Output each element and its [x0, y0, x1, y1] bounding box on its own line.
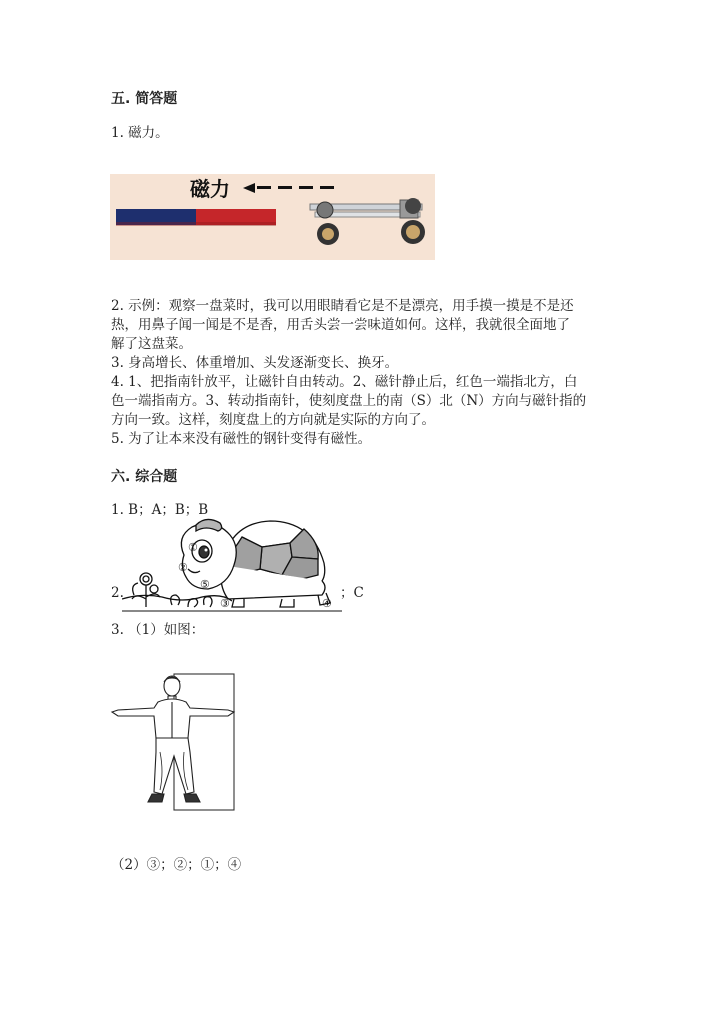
answer-5-2-line-2: 热，用鼻子闻一闻是不是香，用舌头尝一尝味道如何。这样，我就很全面地了: [111, 317, 570, 333]
bar-magnet-icon: [116, 209, 276, 226]
answer-5-4-line-3: 方向一致。这样，刻度盘上的方向就是实际的方向了。: [111, 412, 435, 428]
answer-5-3: 3. 身高增长、体重增加、头发逐渐变长、换牙。: [111, 355, 399, 371]
answer-6-2-prefix: 2.: [111, 585, 124, 601]
turtle-label-2: ②: [178, 561, 188, 574]
turtle-figure: [122, 515, 344, 615]
answer-6-2-suffix: ；C: [340, 585, 364, 601]
magnet-car-figure: [110, 174, 435, 260]
answer-5-4: [111, 373, 611, 430]
standing-boy-icon: [112, 674, 234, 810]
answer-6-3-1: 3. （1）如图：: [111, 622, 205, 638]
turtle-label-5: ⑤: [200, 578, 210, 591]
answer-6-3-2: （2）③；②；①；④: [111, 857, 242, 873]
answer-5-5: 5. 为了让本来没有磁性的钢针变得有磁性。: [111, 431, 372, 447]
answer-5-2: [111, 297, 611, 354]
section-5-title: 五. 简答题: [111, 91, 178, 107]
answer-5-1: 1. 磁力。: [111, 125, 169, 141]
turtle-drawing-icon: [122, 519, 342, 611]
turtle-label-3: ③: [220, 597, 230, 610]
answer-6-1: 1. B；A；B；B: [111, 502, 209, 518]
boy-figure: [110, 672, 240, 814]
answer-5-4-line-1: 4. 1、把指南针放平，让磁针自由转动。2、磁针静止后，红色一端指北方，白: [111, 374, 578, 390]
answer-5-2-line-1: 2. 示例：观察一盘菜时，我可以用眼睛看它是不是漂亮，用手摸一摸是不是还: [111, 298, 574, 314]
turtle-label-1: ①: [188, 541, 198, 554]
magnetic-force-label: 磁力: [190, 177, 230, 201]
section-6-title: 六. 综合题: [111, 469, 178, 485]
answer-5-4-line-2: 色一端指南方。3、转动指南针，使刻度盘上的南（S）北（N）方向与磁针指的: [111, 393, 587, 409]
turtle-label-4: ④: [322, 597, 332, 610]
answer-5-2-line-3: 解了这盘菜。: [111, 336, 192, 352]
